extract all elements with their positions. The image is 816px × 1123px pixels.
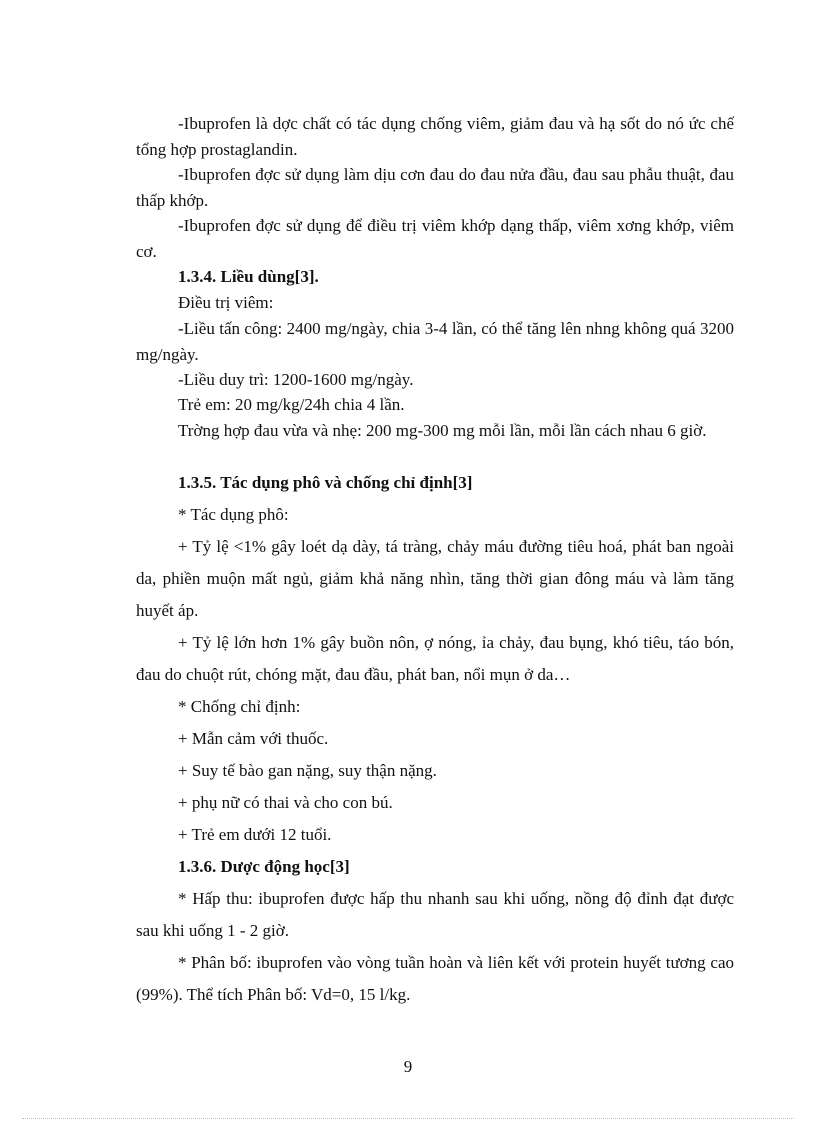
- absorption-paragraph: * Hấp thu: ibuprofen được hấp thu nhanh sau khi uống, nồng độ đỉnh đạt được sau khi uống 1 - 2 giờ.: [136, 889, 734, 940]
- contraindication-3: + phụ nữ có thai và cho con bú.: [178, 793, 393, 812]
- dose-attack: -Liều tấn công: 2400 mg/ngày, chia 3-4 lần, có thể tăng lên nhng không quá 3200 mg/ngày.: [136, 319, 734, 364]
- side-effect-1: + Tỷ lệ <1% gây loét dạ dày, tá tràng, chảy máu đường tiêu hoá, phát ban ngoài da, phiền muộn mất ngủ, giảm khả năng nhìn, tăng thời gian đông máu và làm tăng huyết áp.: [136, 537, 734, 620]
- dose-intro: Điều trị viêm:: [178, 293, 274, 312]
- heading-pharmacokinetics: 1.3.6. Dược động học[3]: [178, 857, 350, 876]
- dose-maintain: -Liều duy trì: 1200-1600 mg/ngày.: [178, 370, 414, 389]
- contraindication-1: + Mẫn cảm với thuốc.: [178, 729, 329, 748]
- contraindication-4: + Trẻ em dưới 12 tuổi.: [178, 825, 332, 844]
- contraindication-2: + Suy tế bào gan nặng, suy thận nặng.: [178, 761, 437, 780]
- page-number: 9: [403, 1057, 413, 1076]
- dose-mild: Trờng hợp đau vừa và nhẹ: 200 mg-300 mg mỗi lần, mỗi lần cách nhau 6 giờ.: [178, 421, 707, 440]
- paragraph-pain-relief: -Ibuprofen đợc sử dụng làm dịu cơn đau do đau nửa đầu, đau sau phẫu thuật, đau thấp khớp.: [136, 165, 734, 210]
- contraindications-title: * Chống chỉ định:: [178, 697, 301, 716]
- distribution-paragraph: * Phân bố: ibuprofen vào vòng tuần hoàn và liên kết với protein huyết tương cao (99%). Thể tích Phân bố: Vd=0, 15 l/kg.: [136, 953, 734, 1004]
- heading-dosage: 1.3.4. Liều dùng[3].: [178, 267, 319, 286]
- dose-child: Trẻ em: 20 mg/kg/24h chia 4 lần.: [178, 395, 405, 414]
- footer-divider: [22, 1118, 794, 1119]
- side-effects-title: * Tác dụng phô:: [178, 505, 289, 524]
- paragraph-mechanism: -Ibuprofen là dợc chất có tác dụng chống viêm, giảm đau và hạ sốt do nó ức chế tổng hợp prostaglandin.: [136, 114, 734, 159]
- side-effect-2: + Tỷ lệ lớn hơn 1% gây buồn nôn, ợ nóng, ỉa chảy, đau bụng, khó tiêu, táo bón, đau do chuột rút, chóng mặt, đau đầu, phát ban, nổi mụn ở da…: [136, 633, 734, 684]
- paragraph-arthritis: -Ibuprofen đợc sử dụng để điều trị viêm khớp dạng thấp, viêm xơng khớp, viêm cơ.: [136, 216, 734, 261]
- heading-side-effects: 1.3.5. Tác dụng phô và chống chỉ định[3]: [178, 473, 473, 492]
